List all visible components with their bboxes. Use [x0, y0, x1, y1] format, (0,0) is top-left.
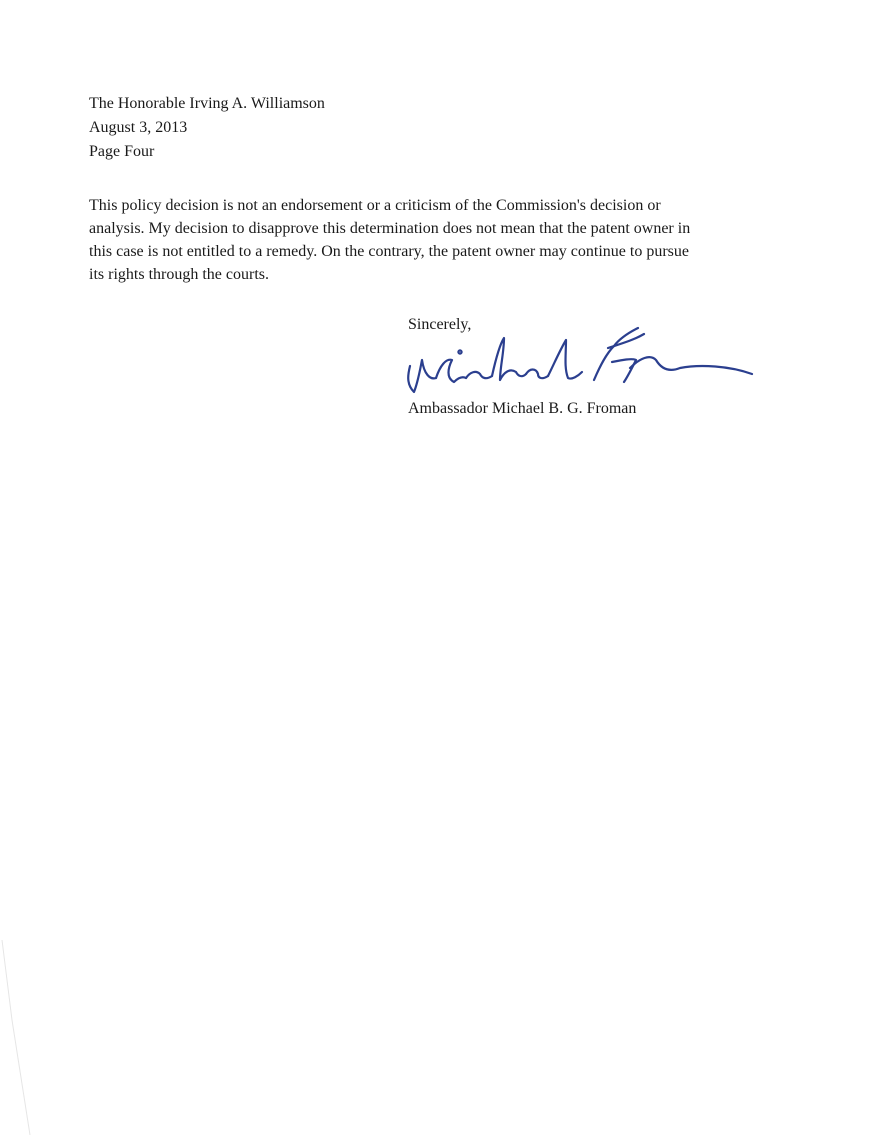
- paragraph-line: analysis. My decision to disapprove this determination does not mean that the patent owner in: [89, 220, 691, 237]
- page-label: Page Four: [89, 143, 155, 160]
- paragraph-line: its rights through the courts.: [89, 266, 269, 283]
- scan-edge-artifact: [0, 940, 60, 1135]
- paragraph-line: this case is not entitled to a remedy. On the contrary, the patent owner may continue to pursue: [89, 243, 689, 260]
- paragraph-line: This policy decision is not an endorsement or a criticism of the Commission's decision or: [89, 197, 661, 214]
- date-line: August 3, 2013: [89, 119, 188, 136]
- letter-header: [89, 92, 325, 164]
- handwritten-signature: [400, 318, 760, 402]
- body-paragraph: [89, 194, 769, 286]
- closing-salutation: Sincerely,: [408, 316, 472, 333]
- recipient-line: The Honorable Irving A. Williamson: [89, 95, 325, 112]
- signer-name: Ambassador Michael B. G. Froman: [408, 400, 637, 417]
